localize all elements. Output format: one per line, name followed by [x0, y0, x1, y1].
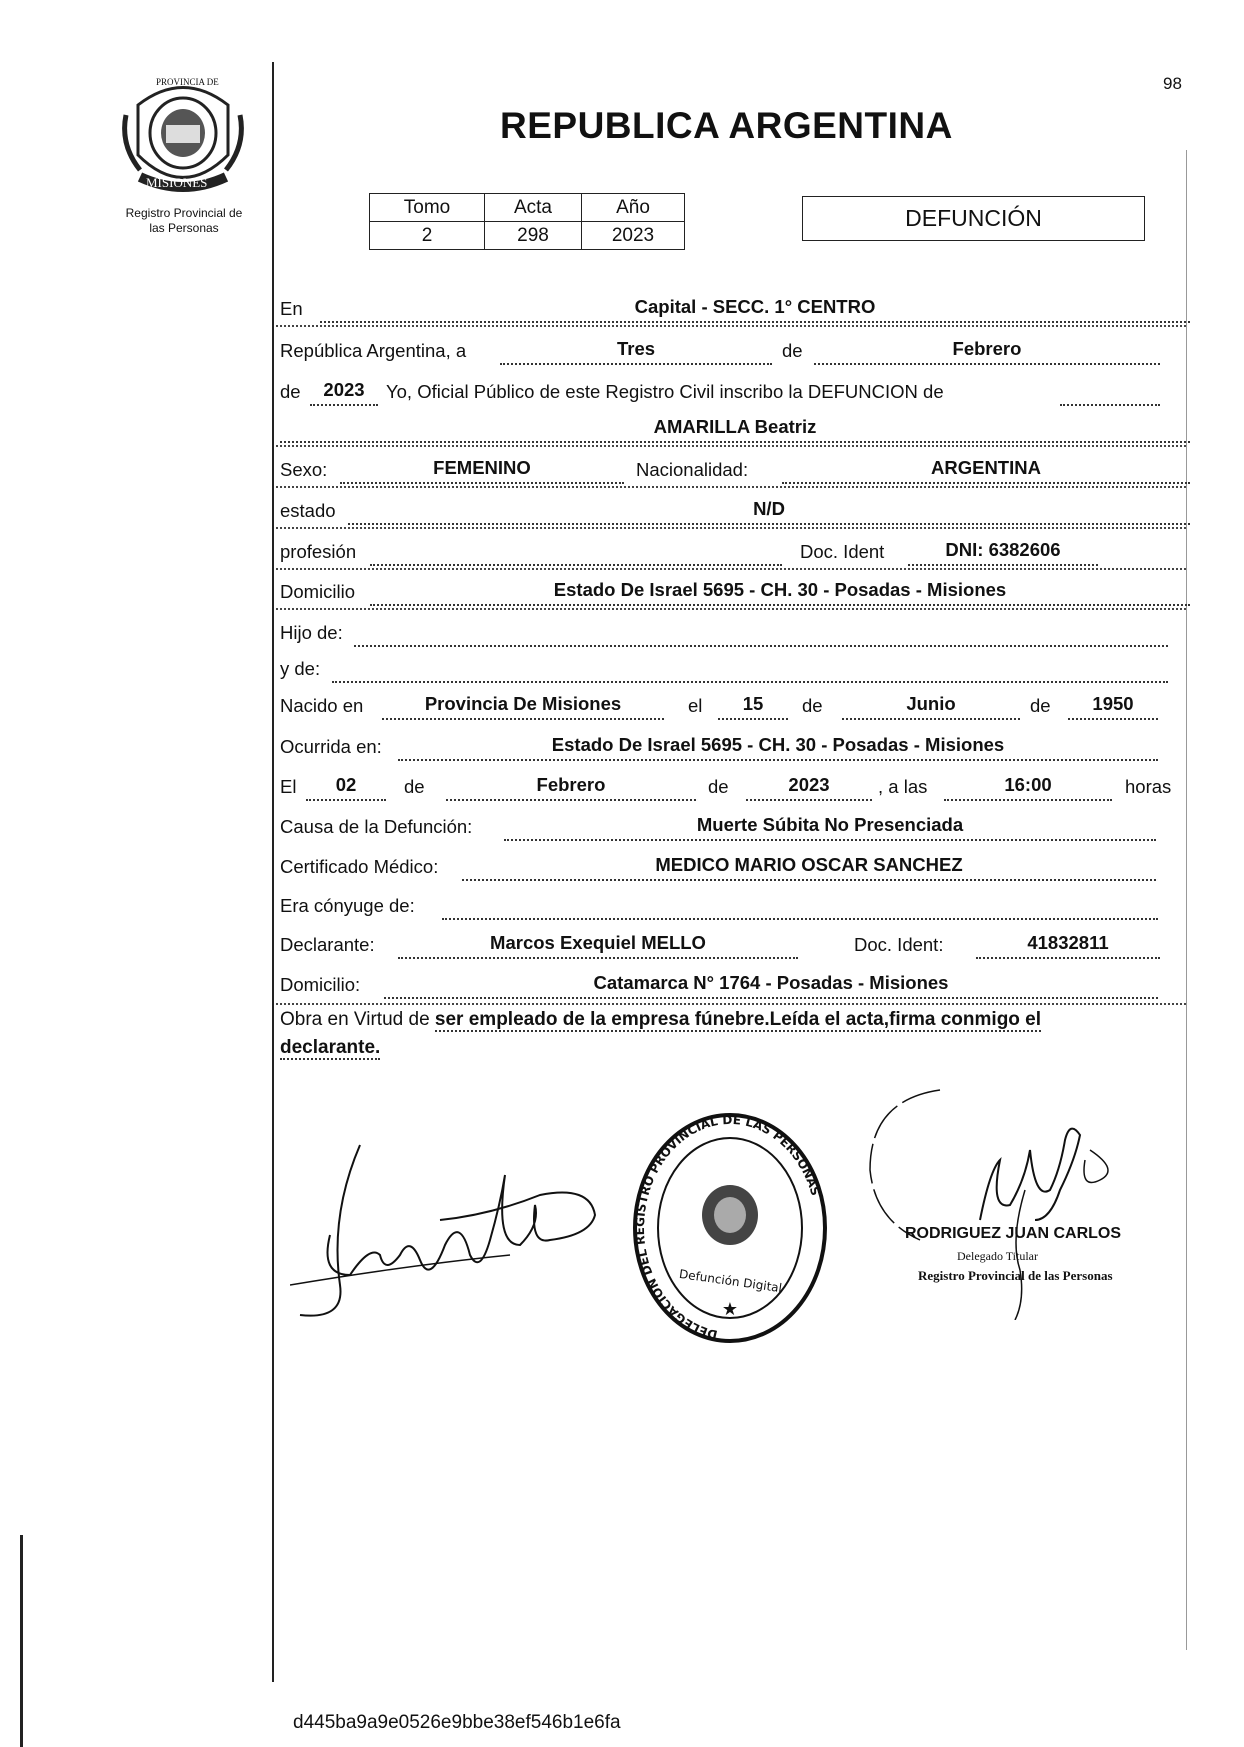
domicilio2-label: Domicilio:	[280, 974, 361, 995]
obra-text-line1: ser empleado de la empresa fúnebre.Leída el acta,firma conmigo el	[434, 1009, 1042, 1030]
hijo-de-dots	[354, 619, 1168, 647]
death-day-value: 02	[306, 773, 386, 801]
official-stamp	[630, 1110, 830, 1350]
delegate-role: Delegado Titular	[957, 1249, 1038, 1263]
estado-value: N/D	[348, 497, 1190, 525]
sexo-label: Sexo:	[280, 459, 328, 480]
page-title: REPUBLICA ARGENTINA	[500, 105, 953, 146]
document-hash: d445ba9a9e0526e9bbe38ef546b1e6fa	[293, 1712, 621, 1733]
domicilio-label: Domicilio	[280, 581, 356, 602]
nacido-label: Nacido en	[280, 695, 364, 716]
nacido-en-value: Provincia De Misiones	[382, 692, 664, 720]
day-text-value: Tres	[500, 337, 772, 365]
y-de-label: y de:	[280, 658, 321, 679]
ocurrida-label: Ocurrida en:	[280, 736, 382, 757]
de-label: de	[280, 381, 301, 402]
ocurrida-en-value: Estado De Israel 5695 - CH. 30 - Posadas - Misiones	[398, 733, 1158, 761]
delegate-org: Registro Provincial de las Personas	[918, 1268, 1113, 1283]
registry-table-header-row	[370, 194, 685, 222]
doc-ident-label: Doc. Ident	[800, 541, 885, 562]
separator	[276, 445, 1186, 447]
declarante-signature	[290, 1135, 610, 1325]
anio-value: 2023	[582, 222, 685, 250]
death-month-value: Febrero	[446, 773, 696, 801]
page-number: 98	[1163, 74, 1182, 93]
de-label: de	[1030, 695, 1051, 716]
stamp-outer-text: DELEGACION DEL REGISTRO PROVINCIAL DE LAS PERSONAS	[632, 1112, 823, 1342]
month-text-value: Febrero	[814, 337, 1160, 365]
y-de-dots	[332, 655, 1168, 683]
year-value: 2023	[310, 378, 378, 406]
obra-en-virtud	[280, 1006, 1185, 1062]
anio-header: Año	[582, 194, 685, 222]
de-label: de	[708, 776, 729, 797]
registry-caption-line1: Registro Provincial de	[125, 206, 243, 220]
horas-label: horas	[1125, 776, 1172, 797]
certificado-value: MEDICO MARIO OSCAR SANCHEZ	[462, 853, 1156, 881]
birth-year-value: 1950	[1068, 692, 1158, 720]
de-label: de	[782, 340, 803, 361]
certificado-label: Certificado Médico:	[280, 856, 439, 877]
separator	[276, 608, 1186, 610]
birth-day-value: 15	[718, 692, 788, 720]
profesion-label: profesión	[280, 541, 357, 562]
tomo-header: Tomo	[370, 194, 485, 222]
el-label: el	[688, 695, 703, 716]
right-margin-line	[1186, 150, 1187, 1650]
deceased-name-value: AMARILLA Beatriz	[280, 415, 1190, 443]
death-time-value: 16:00	[944, 773, 1112, 801]
obra-text-line2: declarante.	[280, 1037, 381, 1058]
en-label: En	[280, 298, 303, 319]
acta-value: 298	[485, 222, 582, 250]
province-seal-logo	[118, 75, 248, 195]
de-label: de	[802, 695, 823, 716]
profesion-dots	[370, 538, 782, 566]
binding-mark	[20, 1535, 23, 1747]
logo-bottom-text: MISIONES	[146, 175, 208, 190]
inscribo-text: Yo, Oficial Público de este Registro Civil inscribo la DEFUNCION de	[386, 381, 944, 402]
declarante-label: Declarante:	[280, 934, 375, 955]
republica-label: República Argentina, a	[280, 340, 467, 361]
separator	[276, 1003, 1186, 1005]
sexo-value: FEMENINO	[340, 456, 624, 484]
doc-ident-value: DNI: 6382606	[908, 538, 1098, 566]
birth-month-value: Junio	[842, 692, 1020, 720]
nacionalidad-label: Nacionalidad:	[636, 459, 749, 480]
stamp-inner-text: Defunción Digital	[678, 1266, 783, 1296]
place-value: Capital - SECC. 1° CENTRO	[320, 295, 1190, 323]
inscribo-dots	[1060, 378, 1160, 406]
tomo-value: 2	[370, 222, 485, 250]
left-margin-line	[272, 62, 274, 1682]
delegate-signature	[860, 1080, 1120, 1320]
declarante-value: Marcos Exequiel MELLO	[398, 931, 798, 959]
obra-label: Obra en Virtud de	[280, 1009, 430, 1030]
conyuge-label: Era cónyuge de:	[280, 895, 415, 916]
doc-ident2-label: Doc. Ident:	[854, 934, 944, 955]
declarante-domicilio-value: Catamarca N° 1764 - Posadas - Misiones	[384, 971, 1158, 999]
separator	[276, 486, 1186, 488]
nacionalidad-value: ARGENTINA	[782, 456, 1190, 484]
act-type-box: DEFUNCIÓN	[802, 196, 1145, 241]
registry-caption	[98, 206, 270, 236]
hijo-de-label: Hijo de:	[280, 622, 343, 643]
causa-value: Muerte Súbita No Presenciada	[504, 813, 1156, 841]
causa-label: Causa de la Defunción:	[280, 816, 473, 837]
separator	[276, 568, 1186, 570]
conyuge-dots	[442, 892, 1158, 920]
a-las-label: , a las	[878, 776, 928, 797]
de-label: de	[404, 776, 425, 797]
acta-header: Acta	[485, 194, 582, 222]
delegate-name: RODRIGUEZ JUAN CARLOS	[905, 1225, 1122, 1242]
logo-top-text: PROVINCIA DE	[156, 77, 219, 87]
estado-label: estado	[280, 500, 336, 521]
stamp-star-icon: ★	[721, 1299, 739, 1319]
registry-table-value-row	[370, 222, 685, 250]
registry-table	[369, 193, 685, 250]
separator	[276, 527, 1186, 529]
death-year-value: 2023	[746, 773, 872, 801]
separator	[276, 325, 1186, 327]
registry-caption-line2: las Personas	[149, 221, 219, 235]
el-label: El	[280, 776, 297, 797]
domicilio-value: Estado De Israel 5695 - CH. 30 - Posadas - Misiones	[370, 578, 1190, 606]
declarante-doc-value: 41832811	[976, 931, 1160, 959]
